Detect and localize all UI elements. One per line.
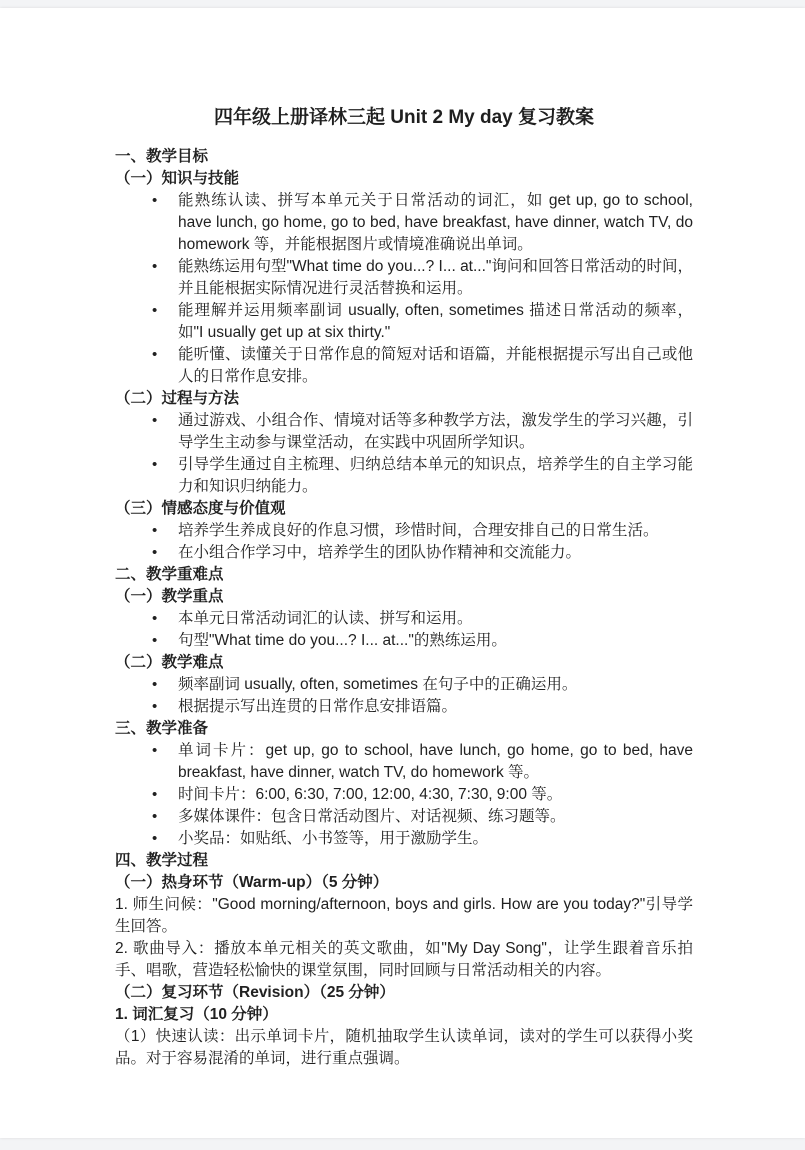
bullet-item: • 培养学生养成良好的作息习惯，珍惜时间，合理安排自己的日常生活。 bbox=[115, 520, 693, 542]
subsection-heading: （二）教学难点 bbox=[115, 654, 224, 671]
section-heading: 三、教学准备 bbox=[115, 720, 209, 737]
bullet-item: • 小奖品：如贴纸、小书签等，用于激励学生。 bbox=[115, 828, 693, 850]
bullet-item: • 通过游戏、小组合作、情境对话等多种教学方法，激发学生的学习兴趣，引导学生主动参与课堂活动，在实践中巩固所学知识。 bbox=[115, 410, 693, 454]
bullet-item: • 能听懂、读懂关于日常作息的简短对话和语篇，并能根据提示写出自己或他人的日常作息安排。 bbox=[115, 344, 693, 388]
bullet-item: • 本单元日常活动词汇的认读、拼写和运用。 bbox=[115, 608, 693, 630]
subsection-heading: （一）知识与技能 bbox=[115, 170, 240, 187]
bullet-item: • 引导学生通过自主梳理、归纳总结本单元的知识点，培养学生的自主学习能力和知识归纳能力。 bbox=[115, 454, 693, 498]
paragraph: （1）快速认读：出示单词卡片，随机抽取学生认读单词，读对的学生可以获得小奖品。对于容易混淆的单词，进行重点强调。 bbox=[115, 1028, 693, 1067]
step-heading: 1. 词汇复习（10 分钟） bbox=[115, 1006, 278, 1023]
bullet-item: • 频率副词 usually, often, sometimes 在句子中的正确运用。 bbox=[115, 674, 693, 696]
bullet-item: • 能熟练认读、拼写本单元关于日常活动的词汇，如 get up, go to school, have lunch, go home, go to bed, have breakfast, have dinner, watch TV, do homework 等，并能根据图片或情境准确说出单词。 bbox=[115, 190, 693, 256]
subsection-heading: （一）教学重点 bbox=[115, 588, 224, 605]
bullet-item: • 能理解并运用频率副词 usually, often, sometimes 描述日常活动的频率，如"I usually get up at six thirty." bbox=[115, 300, 693, 344]
subsection-heading: （三）情感态度与价值观 bbox=[115, 500, 286, 517]
section-heading: 一、教学目标 bbox=[115, 148, 209, 165]
subsection-heading: （二）过程与方法 bbox=[115, 390, 240, 407]
section-heading: 二、教学重难点 bbox=[115, 566, 224, 583]
document-title: 四年级上册译林三起 Unit 2 My day 复习教案 bbox=[213, 107, 595, 128]
bullet-item: • 根据提示写出连贯的日常作息安排语篇。 bbox=[115, 696, 693, 718]
paragraph: 1. 师生问候："Good morning/afternoon, boys and girls. How are you today?"引导学生回答。 bbox=[115, 896, 693, 935]
subsection-heading: （一）热身环节（Warm-up）（5 分钟） bbox=[115, 874, 389, 891]
bullet-item: • 能熟练运用句型"What time do you...? I... at..."询问和回答日常活动的时间，并且能根据实际情况进行灵活替换和运用。 bbox=[115, 256, 693, 300]
document-page bbox=[0, 8, 805, 1138]
section-heading: 四、教学过程 bbox=[115, 852, 209, 869]
bullet-item: • 在小组合作学习中，培养学生的团队协作精神和交流能力。 bbox=[115, 542, 693, 564]
paragraph: 2. 歌曲导入：播放本单元相关的英文歌曲，如"My Day Song"，让学生跟着音乐拍手、唱歌，营造轻松愉快的课堂氛围，同时回顾与日常活动相关的内容。 bbox=[115, 940, 693, 979]
bullet-item: • 时间卡片：6:00, 6:30, 7:00, 12:00, 4:30, 7:30, 9:00 等。 bbox=[115, 784, 693, 806]
subsection-heading: （二）复习环节（Revision）（25 分钟） bbox=[115, 984, 395, 1001]
bullet-item: • 多媒体课件：包含日常活动图片、对话视频、练习题等。 bbox=[115, 806, 693, 828]
bullet-item: • 单词卡片：get up, go to school, have lunch, go home, go to bed, have breakfast, have dinner, watch TV, do homework 等。 bbox=[115, 740, 693, 784]
bullet-item: • 句型"What time do you...? I... at..."的熟练运用。 bbox=[115, 630, 693, 652]
